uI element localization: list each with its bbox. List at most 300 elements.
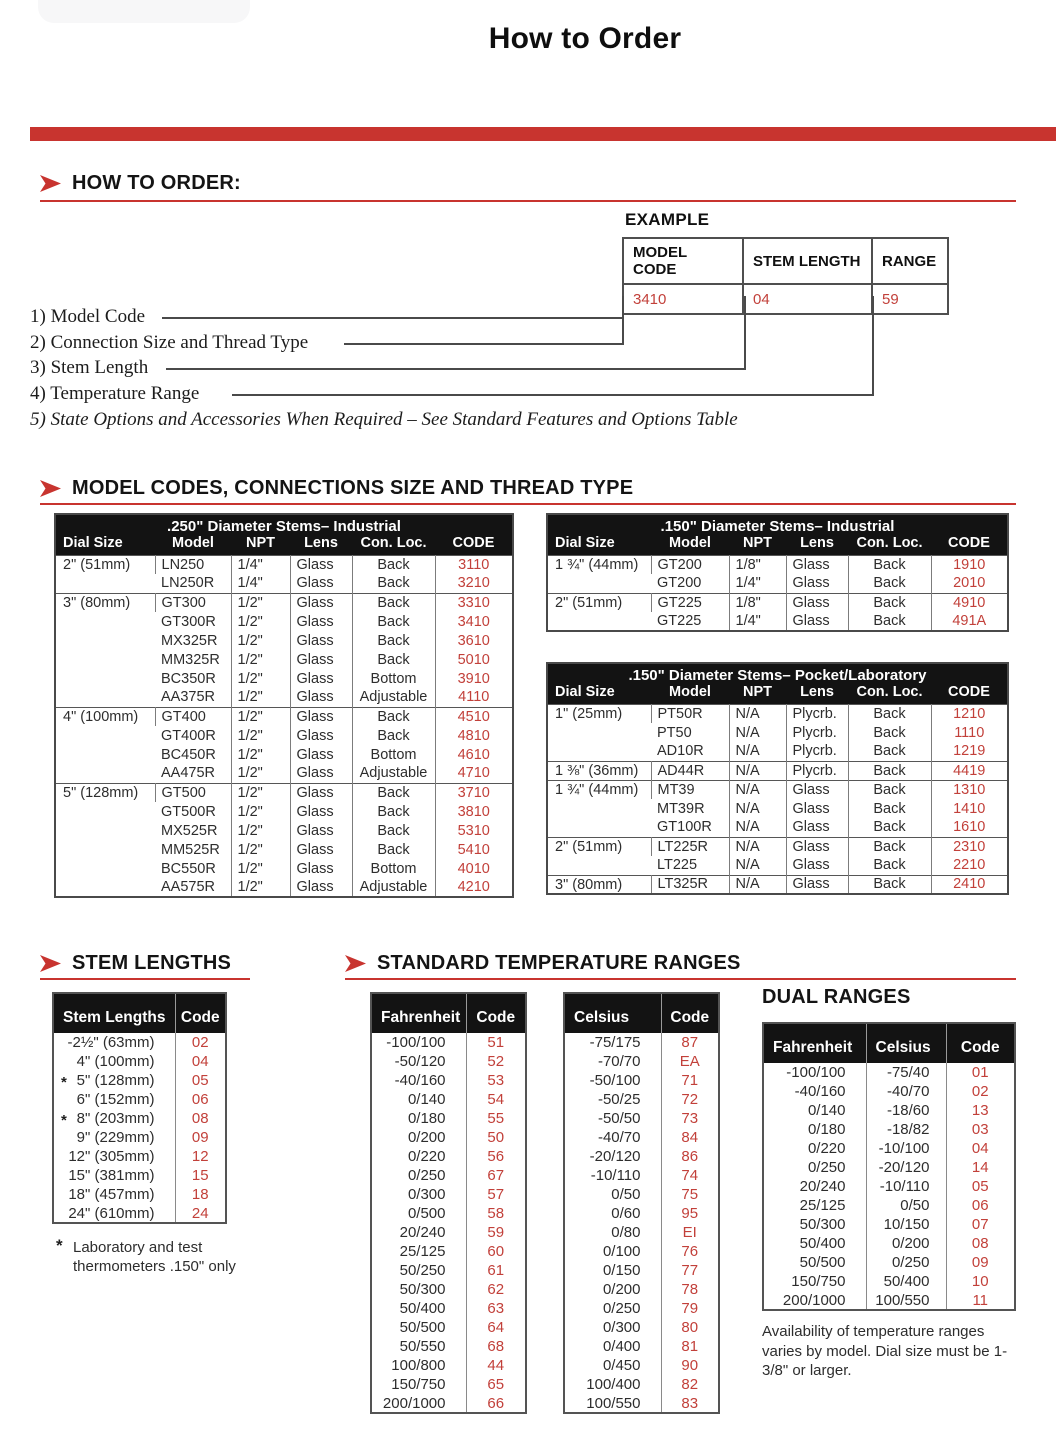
cell-code: 1210 — [931, 704, 1008, 723]
cell-lens: Glass — [290, 688, 352, 707]
column-header-cell: Celsius — [564, 993, 661, 1033]
cell-dial-size: 3" (80mm) — [555, 876, 623, 893]
section-arrow-icon — [345, 955, 366, 972]
cell-code: 09 — [946, 1253, 1015, 1272]
cell-conloc: Back — [352, 593, 435, 612]
cell-code: 01 — [946, 1063, 1015, 1082]
cell-conloc: Back — [352, 574, 435, 593]
cell-conloc: Back — [848, 875, 931, 894]
cell-model: GT400 — [155, 707, 231, 726]
cell-value: 10/150 — [866, 1215, 946, 1234]
page-title: How to Order — [488, 22, 682, 55]
cell-value: 100/550 — [586, 1394, 641, 1412]
table-row — [371, 1147, 526, 1166]
cell-lens: Glass — [786, 555, 848, 574]
cell-code: 08 — [946, 1234, 1015, 1253]
cell-lens: Glass — [290, 593, 352, 612]
column-header-cell: Fahrenheit — [763, 1023, 866, 1063]
cell-value: 50/500 — [799, 1254, 846, 1271]
cell-code: 3410 — [435, 612, 513, 631]
cell-code: 53 — [466, 1071, 526, 1090]
cell-value: 0/200 — [866, 1234, 946, 1253]
cell-lens: Glass — [290, 726, 352, 745]
cell-model: BC350R — [161, 670, 216, 687]
cell-dial-size: 2" (51mm) — [555, 838, 623, 855]
cell-model: BC450R — [161, 746, 216, 763]
cell-model: MT39 — [651, 780, 729, 799]
cell-value: -18/60 — [866, 1101, 946, 1120]
cell-code: 67 — [466, 1166, 526, 1185]
cell-code: 14 — [946, 1158, 1015, 1177]
cell-code: 5010 — [435, 650, 513, 669]
cell-code: 09 — [175, 1128, 226, 1147]
table-row — [53, 1033, 226, 1052]
cell-code: 74 — [661, 1166, 719, 1185]
cell-lens: Glass — [290, 745, 352, 764]
example-header-cell: RANGE — [872, 238, 948, 284]
table-row — [53, 1166, 226, 1185]
table-row — [564, 1185, 719, 1204]
cell-value: 100/550 — [866, 1291, 946, 1310]
model-table-250-industrial — [54, 513, 514, 898]
table-row — [564, 1337, 719, 1356]
cell-code: 79 — [661, 1299, 719, 1318]
column-header-cell: CODE — [435, 535, 513, 555]
temperature-ranges-heading — [345, 952, 741, 975]
table-row — [564, 1242, 719, 1261]
connector-line — [744, 296, 746, 370]
cell-code: EI — [661, 1223, 719, 1242]
column-header-cell: Lens — [290, 535, 352, 555]
cell-value: -10/100 — [866, 1139, 946, 1158]
cell-code: 3110 — [435, 555, 513, 574]
cell-code: 5310 — [435, 821, 513, 840]
connector-line — [872, 296, 874, 396]
column-header-cell: Lens — [786, 684, 848, 704]
cell-npt: 1/2" — [231, 612, 290, 631]
table-row — [371, 1337, 526, 1356]
table-row — [53, 1204, 226, 1223]
dual-ranges-table — [762, 1022, 1016, 1311]
dial-size-group — [547, 555, 1008, 593]
column-header-cell: Code — [175, 993, 226, 1033]
cell-code: 63 — [466, 1299, 526, 1318]
cell-lens: Glass — [290, 764, 352, 783]
cell-lens: Glass — [786, 799, 848, 818]
table-row — [547, 761, 1008, 780]
cell-conloc: Back — [848, 837, 931, 856]
cell-code: 2010 — [931, 574, 1008, 593]
cell-model: GT225 — [657, 613, 702, 629]
table-header-row — [547, 684, 1008, 704]
table-title: .150" Diameter Stems– Pocket/Laboratory — [547, 663, 1008, 684]
cell-model: LT225 — [657, 857, 698, 874]
table-row — [547, 837, 1008, 856]
table-row — [564, 1204, 719, 1223]
dial-size-group — [55, 707, 513, 783]
cell-lens: Glass — [290, 555, 352, 574]
heading-underline — [40, 200, 1016, 202]
cell-npt: N/A — [729, 704, 786, 723]
cell-value: -75/175 — [589, 1034, 641, 1051]
table-row — [564, 1052, 719, 1071]
cell-conloc: Back — [352, 555, 435, 574]
table-row — [371, 1033, 526, 1052]
model-codes-heading — [40, 477, 633, 500]
cell-lens: Glass — [290, 802, 352, 821]
cell-code: 4610 — [435, 745, 513, 764]
table-row — [371, 1242, 526, 1261]
celsius-table — [563, 992, 720, 1414]
cell-code: 3210 — [435, 574, 513, 593]
cell-code: 3310 — [435, 593, 513, 612]
cell-lens: Glass — [290, 650, 352, 669]
cell-code: 86 — [661, 1147, 719, 1166]
cell-code: 80 — [661, 1318, 719, 1337]
cell-value: 0/250 — [866, 1253, 946, 1272]
cell-value: 0/60 — [611, 1205, 641, 1222]
table-row — [371, 1223, 526, 1242]
cell-conloc: Back — [848, 761, 931, 780]
cell-lens: Glass — [290, 783, 352, 802]
cell-code: 11 — [946, 1291, 1015, 1310]
section-arrow-icon — [40, 955, 61, 972]
cell-code: 07 — [946, 1215, 1015, 1234]
cell-value: -100/100 — [386, 1034, 446, 1051]
cell-value: 50/300 — [799, 1216, 846, 1233]
cell-code: 4010 — [435, 859, 513, 878]
cell-value: 0/300 — [407, 1186, 446, 1203]
cell-code: 50 — [466, 1128, 526, 1147]
cell-conloc: Back — [848, 574, 931, 593]
table-row — [371, 1166, 526, 1185]
cell-model: AD10R — [657, 743, 704, 760]
table-row — [53, 1109, 226, 1128]
cell-code: 1310 — [931, 780, 1008, 799]
heading-underline — [345, 978, 1016, 980]
cell-value: 12" (305mm) — [68, 1148, 155, 1165]
table-header-row — [564, 993, 719, 1033]
table-row — [371, 1280, 526, 1299]
cell-value: 25/125 — [799, 1197, 846, 1214]
table-row — [763, 1196, 1015, 1215]
cell-value: 200/1000 — [382, 1394, 446, 1412]
cell-code: 3910 — [435, 669, 513, 688]
model-codes-heading-label: MODEL CODES, CONNECTIONS SIZE AND THREAD TYPE — [72, 477, 634, 499]
cell-conloc: Back — [848, 742, 931, 761]
cell-model: GT100R — [657, 819, 712, 836]
cell-value: 0/220 — [807, 1140, 846, 1157]
cell-value: 0/250 — [807, 1159, 846, 1176]
column-header-cell: Code — [946, 1023, 1015, 1063]
ordering-step: 3) Stem Length — [30, 357, 149, 378]
dual-ranges-heading: DUAL RANGES — [762, 986, 911, 1008]
cell-npt: 1/2" — [231, 650, 290, 669]
cell-code: 4810 — [435, 726, 513, 745]
cell-model: GT200 — [651, 555, 729, 574]
cell-dial-size: 3" (80mm) — [63, 594, 131, 611]
table-row — [564, 1261, 719, 1280]
cell-npt: 1/4" — [729, 612, 786, 631]
cell-value: 20/240 — [799, 1178, 846, 1195]
cell-npt: N/A — [729, 723, 786, 742]
table-row — [371, 1052, 526, 1071]
cell-code: 66 — [466, 1394, 526, 1413]
cell-npt: 1/8" — [729, 593, 786, 612]
cell-conloc: Back — [352, 612, 435, 631]
cell-code: 18 — [175, 1185, 226, 1204]
table-row — [53, 1052, 226, 1071]
cell-code: 65 — [466, 1375, 526, 1394]
cell-value: 0/80 — [611, 1224, 641, 1241]
dial-size-group — [547, 704, 1008, 761]
cell-value: 0/200 — [407, 1129, 446, 1146]
connector-line — [162, 317, 623, 319]
cell-conloc: Back — [352, 821, 435, 840]
cell-dial-size: 2" (51mm) — [555, 594, 623, 611]
cell-value: -2½" (63mm) — [67, 1034, 155, 1051]
cell-npt: 1/2" — [231, 821, 290, 840]
table-row — [763, 1063, 1015, 1082]
dial-size-group — [55, 783, 513, 897]
column-header-cell: NPT — [729, 684, 786, 704]
cell-code: 75 — [661, 1185, 719, 1204]
cell-dial-size: 5" (128mm) — [63, 784, 139, 801]
cell-value: -75/40 — [866, 1063, 946, 1082]
cell-value: -20/120 — [589, 1148, 641, 1165]
cell-npt: 1/8" — [729, 555, 786, 574]
cell-code: 08 — [175, 1109, 226, 1128]
cell-value: 200/1000 — [782, 1291, 846, 1309]
cell-value: 50/500 — [399, 1319, 446, 1336]
cell-conloc: Back — [352, 707, 435, 726]
table-row — [763, 1101, 1015, 1120]
column-header-cell: Con. Loc. — [848, 535, 931, 555]
cell-value: 0/300 — [602, 1319, 641, 1336]
stem-lengths-heading-label: STEM LENGTHS — [72, 952, 232, 974]
cell-code: 1410 — [931, 799, 1008, 818]
cell-value: -100/100 — [786, 1064, 846, 1081]
cell-conloc: Back — [848, 723, 931, 742]
cell-value: 9" (229mm) — [76, 1129, 155, 1146]
cell-lens: Glass — [786, 574, 848, 593]
table-row — [564, 1223, 719, 1242]
section-arrow-icon — [40, 480, 61, 497]
cell-code: 02 — [946, 1082, 1015, 1101]
connector-line — [166, 368, 745, 370]
cell-value: 6" (152mm) — [76, 1091, 155, 1108]
cell-model: BC550R — [161, 860, 216, 877]
cell-conloc: Back — [352, 726, 435, 745]
cell-lens: Glass — [290, 574, 352, 593]
table-row — [763, 1215, 1015, 1234]
cell-conloc: Bottom — [352, 745, 435, 764]
cell-model: LN250 — [155, 555, 231, 574]
cell-value: 0/200 — [602, 1281, 641, 1298]
cell-npt: 1/2" — [231, 745, 290, 764]
cell-lens: Plycrb. — [786, 761, 848, 780]
cell-npt: 1/2" — [231, 802, 290, 821]
cell-lens: Glass — [290, 821, 352, 840]
cell-value: -10/110 — [590, 1167, 641, 1184]
cell-npt: 1/2" — [231, 688, 290, 707]
cell-value: -10/110 — [866, 1177, 946, 1196]
cell-code: 4510 — [435, 707, 513, 726]
cell-conloc: Back — [352, 840, 435, 859]
column-header-cell: NPT — [729, 535, 786, 555]
cell-code: 73 — [661, 1109, 719, 1128]
cell-code: 90 — [661, 1356, 719, 1375]
cell-npt: 1/2" — [231, 669, 290, 688]
cell-conloc: Bottom — [352, 859, 435, 878]
cell-value: -50/100 — [589, 1072, 641, 1089]
table-row — [371, 1318, 526, 1337]
table-row — [564, 1375, 719, 1394]
table-row — [623, 238, 948, 284]
table-row — [564, 1109, 719, 1128]
column-header-cell: Celsius — [866, 1023, 946, 1063]
table-row — [371, 1299, 526, 1318]
cell-code: EA — [661, 1052, 719, 1071]
cell-value: -40/70 — [597, 1129, 641, 1146]
cell-lens: Plycrb. — [786, 723, 848, 742]
cell-code: 4710 — [435, 764, 513, 783]
example-value-cell: 3410 — [623, 284, 743, 314]
dial-size-group — [55, 593, 513, 707]
cell-code: 04 — [946, 1139, 1015, 1158]
cell-code: 3710 — [435, 783, 513, 802]
cell-model: PT50R — [651, 704, 729, 723]
cell-npt: N/A — [729, 761, 786, 780]
red-divider-bar — [30, 127, 1056, 141]
cell-lens: Glass — [786, 612, 848, 631]
cell-code: 1110 — [931, 723, 1008, 742]
column-header-cell: CODE — [931, 684, 1008, 704]
cell-value: 0/250 — [602, 1300, 641, 1317]
cell-lens: Glass — [290, 669, 352, 688]
cell-code: 68 — [466, 1337, 526, 1356]
cell-dial-size: 4" (100mm) — [63, 708, 139, 725]
cell-lens: Glass — [786, 818, 848, 837]
ordering-step: 2) Connection Size and Thread Type — [30, 332, 309, 353]
cell-model: LT325R — [651, 875, 729, 894]
cell-code: 06 — [946, 1196, 1015, 1215]
cell-model: GT300 — [155, 593, 231, 612]
cell-npt: 1/2" — [231, 840, 290, 859]
table-row — [564, 1356, 719, 1375]
table-row — [371, 1185, 526, 1204]
table-row — [564, 1147, 719, 1166]
example-header-cell: MODEL CODE — [623, 238, 743, 284]
cell-value: 0/50 — [611, 1186, 641, 1203]
cell-code: 04 — [175, 1052, 226, 1071]
cell-value: 0/180 — [407, 1110, 446, 1127]
cell-lens: Glass — [290, 840, 352, 859]
cell-lens: Glass — [290, 631, 352, 650]
table-row — [763, 1158, 1015, 1177]
column-header-cell: Model — [651, 535, 729, 555]
cell-npt: 1/2" — [231, 593, 290, 612]
table-row — [53, 1090, 226, 1109]
cell-conloc: Back — [848, 856, 931, 875]
column-header-cell: Con. Loc. — [848, 684, 931, 704]
cell-code: 1610 — [931, 818, 1008, 837]
table-title-row — [547, 663, 1008, 684]
table-row — [371, 1071, 526, 1090]
dial-size-group — [55, 555, 513, 593]
cell-value: 0/100 — [602, 1243, 641, 1260]
cell-code: 61 — [466, 1261, 526, 1280]
cell-value: -40/160 — [394, 1072, 446, 1089]
cell-model: MM525R — [161, 841, 220, 858]
dial-size-group — [547, 761, 1008, 780]
cell-code: 03 — [946, 1120, 1015, 1139]
cell-model: AA375R — [161, 689, 216, 706]
cell-lens: Glass — [786, 780, 848, 799]
table-title: .150" Diameter Stems– Industrial — [547, 514, 1008, 535]
cell-code: 4110 — [435, 688, 513, 707]
table-row — [564, 1166, 719, 1185]
cell-npt: 1/2" — [231, 726, 290, 745]
cell-npt: N/A — [729, 742, 786, 761]
cell-code: 62 — [466, 1280, 526, 1299]
stem-lengths-table — [52, 992, 227, 1224]
cell-code: 77 — [661, 1261, 719, 1280]
cell-value: 0/180 — [807, 1121, 846, 1138]
cell-conloc: Back — [848, 799, 931, 818]
cell-lens: Plycrb. — [786, 742, 848, 761]
cell-value: 0/140 — [407, 1091, 446, 1108]
cell-code: 5410 — [435, 840, 513, 859]
cell-lens: Glass — [786, 593, 848, 612]
cell-npt: 1/2" — [231, 764, 290, 783]
asterisk-marker: * — [61, 1112, 67, 1129]
cell-code: 87 — [661, 1033, 719, 1052]
stem-lengths-footnote — [56, 1238, 251, 1276]
cell-model: GT400R — [161, 727, 216, 744]
cell-conloc: Back — [848, 612, 931, 631]
cell-conloc: Back — [848, 555, 931, 574]
dual-ranges-note: Availability of temperature ranges varies by model. Dial size must be 1-3/8" or larger. — [762, 1323, 1008, 1379]
cell-value: 150/750 — [791, 1273, 846, 1290]
column-header-cell: Stem Lengths — [53, 993, 175, 1033]
cell-code: 1219 — [931, 742, 1008, 761]
cell-npt: 1/4" — [231, 555, 290, 574]
cell-conloc: Back — [848, 704, 931, 723]
column-header-cell: Model — [651, 684, 729, 704]
cell-npt: N/A — [729, 818, 786, 837]
table-row — [564, 1128, 719, 1147]
column-header-cell: CODE — [931, 535, 1008, 555]
cell-code: 57 — [466, 1185, 526, 1204]
cell-value: 0/250 — [407, 1167, 446, 1184]
cell-lens: Glass — [290, 859, 352, 878]
table-row — [763, 1253, 1015, 1272]
cell-code: 4210 — [435, 878, 513, 897]
cell-code: 05 — [175, 1071, 226, 1090]
cell-value: 5" (128mm) * — [61, 1072, 155, 1091]
example-table — [622, 237, 949, 315]
cell-lens: Plycrb. — [786, 704, 848, 723]
cell-value: 100/400 — [586, 1376, 641, 1393]
table-row — [371, 1090, 526, 1109]
cell-npt: N/A — [729, 837, 786, 856]
cell-value: 150/750 — [391, 1376, 446, 1393]
cell-dial-size: 1 ⅜" (36mm) — [555, 762, 639, 779]
cell-model: MX525R — [161, 822, 218, 839]
cell-model: GT500 — [155, 783, 231, 802]
cell-npt: N/A — [729, 856, 786, 875]
